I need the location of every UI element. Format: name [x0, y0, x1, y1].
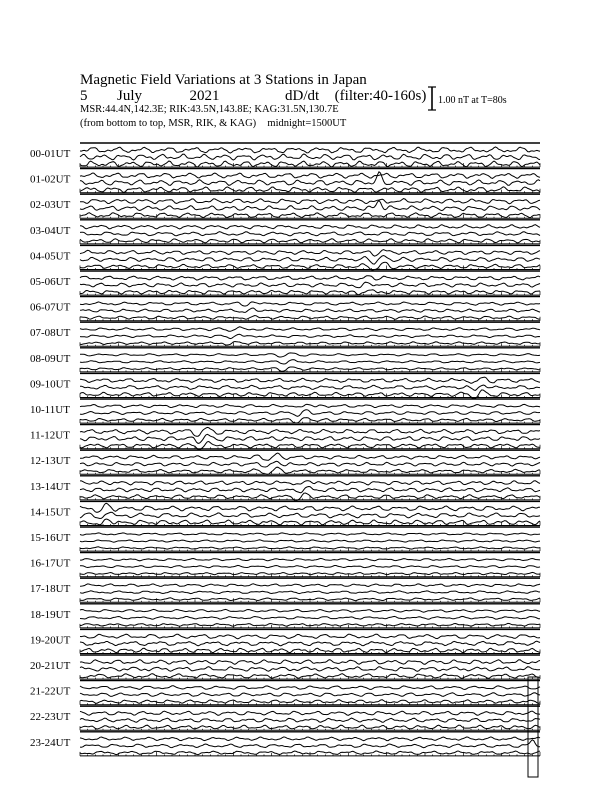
trace-kag [80, 584, 540, 587]
trace-kag [80, 276, 540, 280]
stations-line: MSR:44.4N,142.3E; RIK:43.5N,143.8E; KAG:31.5N,130.7E [80, 104, 339, 115]
hour-row-label: 17-18UT [30, 583, 71, 596]
trace-kag [80, 377, 540, 383]
date-year: 2021 [189, 88, 220, 104]
hour-row [30, 450, 540, 474]
hour-row [30, 169, 540, 193]
hour-row-label: 13-14UT [30, 480, 71, 493]
trace-kag [80, 199, 540, 204]
trace-kag [80, 609, 540, 612]
hour-row [30, 194, 540, 218]
hour-row [30, 501, 540, 525]
trace-rik [80, 434, 540, 443]
trace-kag [80, 533, 540, 535]
hour-row-label: 19-20UT [30, 634, 71, 647]
hour-row-label: 10-11UT [30, 404, 70, 416]
hour-row-label: 20-21UT [30, 660, 71, 672]
trace-kag [80, 173, 540, 178]
trace-kag [80, 250, 540, 256]
trace-kag [80, 737, 540, 741]
trace-kag [80, 327, 540, 332]
trace-kag [80, 147, 540, 153]
hour-row-label: 22-23UT [30, 711, 71, 724]
trace-kag [80, 302, 540, 306]
trace-rik [80, 591, 540, 594]
trace-rik [80, 512, 540, 518]
hour-row [30, 527, 540, 551]
trace-kag [80, 353, 540, 357]
hour-row [30, 604, 540, 628]
hour-row [30, 373, 540, 398]
hour-row-label: 11-12UT [30, 429, 70, 442]
trace-kag [80, 634, 540, 639]
hour-row [30, 143, 540, 167]
hour-row-label: 03-04UT [30, 224, 71, 237]
trace-rik [80, 487, 540, 493]
trace-rik [80, 410, 540, 417]
trace-rik [80, 308, 540, 312]
hour-row-label: 23-24UT [30, 736, 71, 749]
hour-row-label: 08-09UT [30, 352, 71, 365]
hour-row-label: 07-08UT [30, 327, 71, 340]
chart-rows [30, 143, 540, 777]
trace-kag [80, 558, 540, 560]
hour-row-label: 04-05UT [30, 250, 71, 263]
hour-row-label: 02-03UT [30, 199, 71, 212]
hour-row [30, 399, 540, 423]
scale-bar [428, 87, 436, 110]
hour-row [30, 476, 540, 501]
hour-row [30, 348, 540, 372]
trace-rik [80, 740, 540, 748]
trace-rik [80, 385, 540, 390]
trace-kag [80, 481, 540, 485]
hour-row-label: 01-02UT [30, 173, 71, 186]
hour-row [30, 245, 540, 270]
midnight-note: midnight=1500UT [267, 118, 347, 129]
scale-label: 1.00 nT at T=80s [438, 95, 507, 106]
trace-kag [80, 711, 540, 715]
trace-rik [80, 641, 540, 646]
hour-row-label: 09-10UT [30, 378, 71, 391]
trace-rik [80, 616, 540, 619]
hour-row-label: 00-01UT [30, 148, 71, 160]
trace-kag [80, 453, 540, 460]
trace-rik [80, 540, 540, 542]
hour-row [30, 271, 540, 295]
hour-row-label: 14-15UT [30, 506, 71, 519]
trace-rik [80, 154, 540, 160]
trace-rik [80, 201, 540, 211]
hour-row [30, 297, 540, 321]
hour-row [30, 655, 540, 679]
trace-rik [80, 232, 540, 236]
hour-row [30, 706, 540, 730]
trace-kag [80, 225, 540, 229]
trace-kag [80, 660, 540, 665]
hour-row [30, 553, 540, 577]
chart-title: Magnetic Field Variations at 3 Stations in Japan [80, 72, 367, 88]
order-note: (from bottom to top, MSR, RIK, & KAG) [80, 118, 257, 129]
trace-kag [80, 686, 540, 690]
trace-rik [80, 667, 540, 672]
trace-rik [80, 565, 540, 567]
filter-label: (filter:40-160s) [334, 88, 427, 104]
trace-rik [80, 693, 540, 697]
trace-rik [80, 461, 540, 467]
date-day: 5 [80, 88, 88, 104]
hour-row [30, 322, 540, 346]
hour-row-label: 18-19UT [30, 608, 71, 621]
hour-row-label: 21-22UT [30, 685, 71, 698]
trace-rik [80, 256, 540, 265]
hour-row-label: 06-07UT [30, 301, 71, 314]
trace-rik [80, 282, 540, 288]
hour-row [30, 425, 540, 450]
hour-row [30, 578, 540, 602]
hour-row-label: 16-17UT [30, 557, 71, 570]
trace-rik [80, 360, 540, 364]
trace-kag [80, 427, 540, 436]
quantity-label: dD/dt [285, 88, 320, 104]
trace-kag [80, 404, 540, 407]
hour-row-label: 12-13UT [30, 455, 71, 468]
date-month: July [117, 88, 143, 104]
hour-row [30, 220, 540, 244]
hour-row [30, 681, 540, 705]
trace-rik [80, 718, 540, 722]
hour-row [30, 629, 540, 653]
hour-row [30, 732, 540, 756]
hour-row-label: 05-06UT [30, 276, 71, 288]
trace-kag [80, 503, 540, 512]
trace-rik [80, 334, 540, 338]
hour-row-label: 15-16UT [30, 532, 71, 544]
